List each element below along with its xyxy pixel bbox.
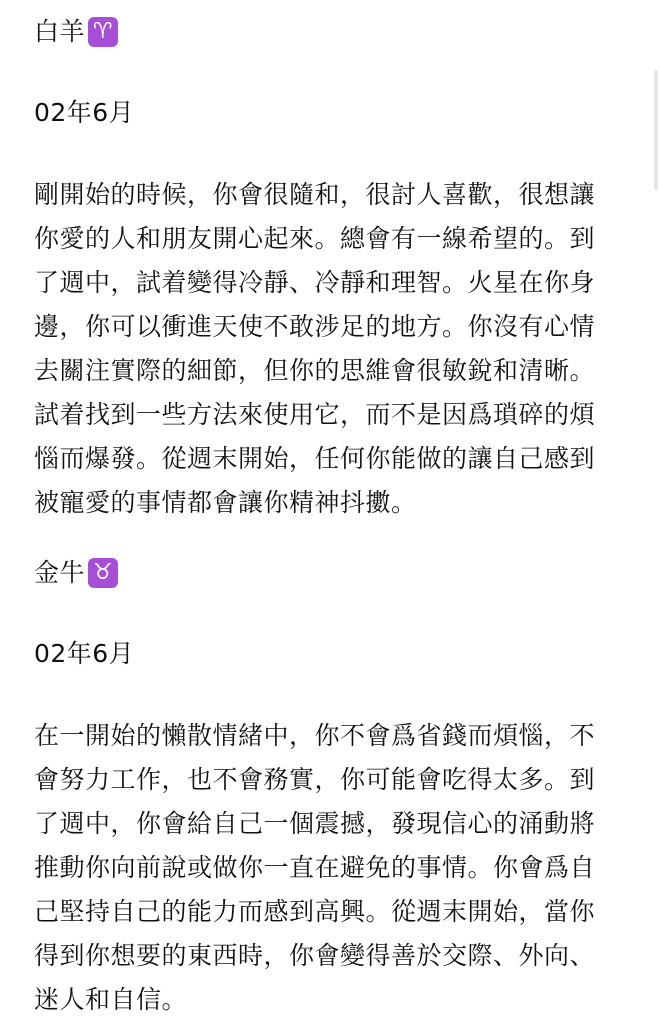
- taurus-text-line: 己堅持自己的能力而感到高興。從週末開始，當你: [34, 897, 596, 926]
- taurus-text-line: 迷人和自信。: [34, 985, 188, 1014]
- aries-text-line: 了週中，試着變得冷靜、冷靜和理智。火星在你身: [34, 268, 596, 297]
- aries-text-line: 剛開始的時候，你會很隨和，很討人喜歡，很想讓: [34, 180, 596, 209]
- aries-text-line: 邊，你可以衝進天使不敢涉足的地方。你沒有心情: [34, 312, 596, 341]
- aries-text-line: 被寵愛的事情都會讓你精神抖擻。: [34, 488, 417, 517]
- aries-text-line: 你愛的人和朋友開心起來。總會有一線希望的。到: [34, 224, 596, 253]
- taurus-title: 金牛: [34, 558, 86, 587]
- scrollbar[interactable]: [654, 70, 658, 190]
- aries-heading: [34, 17, 118, 47]
- aries-text-line: 去關注實際的細節，但你的思維會很敏銳和清晰。: [34, 356, 596, 385]
- taurus-text-line: 推動你向前說或做你一直在避免的事情。你會爲自: [34, 853, 596, 882]
- taurus-symbol-icon: ♉: [88, 558, 118, 588]
- taurus-text-line: 在一開始的懶散情緒中，你不會爲省錢而煩惱，不: [34, 721, 596, 750]
- aries-title: 白羊: [34, 17, 86, 46]
- taurus-date: 02年6月: [34, 639, 135, 668]
- taurus-text-line: 會努力工作，也不會務實，你可能會吃得太多。到: [34, 765, 596, 794]
- aries-text-line: 試着找到一些方法來使用它，而不是因爲瑣碎的煩: [34, 400, 596, 429]
- taurus-text-line: 得到你想要的東西時，你會變得善於交際、外向、: [34, 941, 596, 970]
- taurus-heading: [34, 558, 118, 588]
- taurus-text-line: 了週中，你會給自己一個震撼，發現信心的涌動將: [34, 809, 596, 838]
- aries-symbol-icon: ♈: [88, 17, 118, 47]
- aries-date: 02年6月: [34, 98, 135, 127]
- aries-text-line: 惱而爆發。從週末開始，任何你能做的讓自己感到: [34, 444, 596, 473]
